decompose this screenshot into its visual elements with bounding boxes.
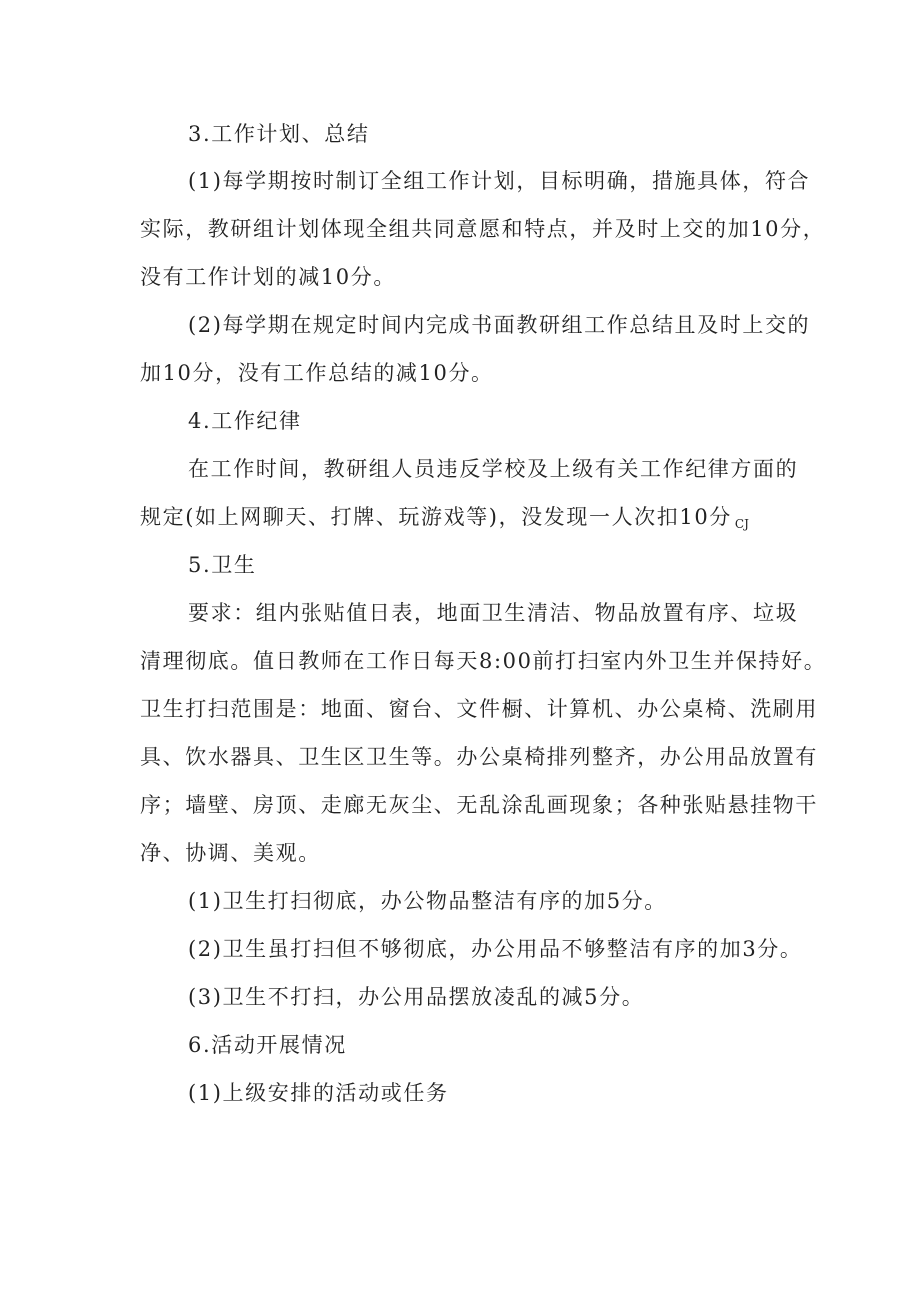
paragraph-line: (1)每学期按时制订全组工作计划，目标明确，措施具体，符合 bbox=[188, 169, 811, 193]
paragraph-line: 清理彻底。值日教师在工作日每天8:00前打扫室内外卫生并保持好。 bbox=[140, 649, 827, 673]
paragraph-line: 卫生打扫范围是：地面、窗台、文件橱、计算机、办公桌椅、洗刷用 bbox=[140, 697, 818, 721]
paragraph-line: 具、饮水器具、卫生区卫生等。办公桌椅排列整齐，办公用品放置有 bbox=[140, 745, 818, 769]
trailing-mark: CJ bbox=[734, 517, 749, 531]
list-item: (2)卫生虽打扫但不够彻底，办公用品不够整洁有序的加3分。 bbox=[188, 937, 803, 961]
paragraph-line: 净、协调、美观。 bbox=[140, 841, 321, 865]
paragraph-line-text: 规定(如上网聊天、打牌、玩游戏等)，没发现一人次扣10分 bbox=[140, 505, 732, 529]
paragraph-line: 要求：组内张贴值日表，地面卫生清洁、物品放置有序、垃圾 bbox=[188, 601, 799, 625]
paragraph-line: 加10分，没有工作总结的减10分。 bbox=[140, 361, 494, 385]
list-item: (3)卫生不打扫，办公用品摆放凌乱的减5分。 bbox=[188, 985, 645, 1009]
section-heading-work-plan: 3.工作计划、总结 bbox=[188, 122, 370, 146]
section-heading-hygiene: 5.卫生 bbox=[188, 553, 257, 577]
paragraph-line: 序；墙壁、房顶、走廊无灰尘、无乱涂乱画现象；各种张贴悬挂物干 bbox=[140, 793, 818, 817]
paragraph-line bbox=[140, 502, 749, 539]
section-heading-activities: 6.活动开展情况 bbox=[188, 1033, 347, 1057]
list-item: (1)上级安排的活动或任务 bbox=[188, 1081, 449, 1105]
paragraph-line: 实际，教研组计划体现全组共同意愿和特点，并及时上交的加10分， bbox=[140, 217, 826, 241]
paragraph-line: 在工作时间，教研组人员违反学校及上级有关工作纪律方面的 bbox=[188, 457, 799, 481]
list-item: (1)卫生打扫彻底，办公物品整洁有序的加5分。 bbox=[188, 889, 667, 913]
section-heading-discipline: 4.工作纪律 bbox=[188, 409, 302, 433]
paragraph-line: (2)每学期在规定时间内完成书面教研组工作总结且及时上交的 bbox=[188, 313, 811, 337]
paragraph-line: 没有工作计划的减10分。 bbox=[140, 265, 396, 289]
